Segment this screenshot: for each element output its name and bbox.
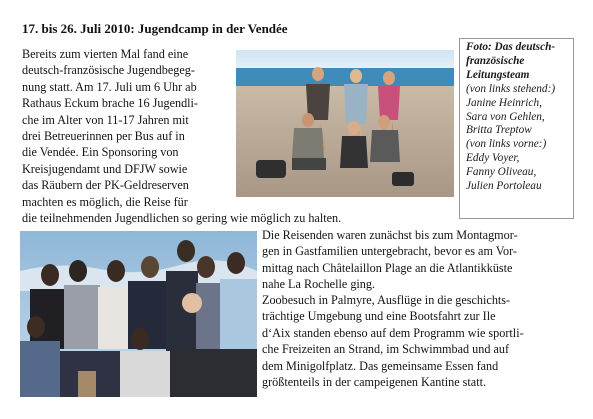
text-line: mittag nach Châtelaillon Plage an die Atlantikküste bbox=[262, 260, 513, 275]
text-line: Kreisjugendamt und DFJW sowie bbox=[22, 161, 188, 176]
group-photo bbox=[20, 231, 257, 397]
caption-line: Fanny Oliveau, bbox=[466, 166, 537, 179]
text-line: Zoobesuch in Palmyre, Ausflüge in die geschichts- bbox=[262, 293, 511, 307]
text-line: nung statt. Am 17. Juli um 6 Uhr ab bbox=[22, 79, 197, 94]
caption-line: Janine Heinrich, bbox=[466, 96, 542, 109]
text-line: deutsch-französische Jugendbegeg- bbox=[22, 63, 195, 78]
text-line: Bereits zum vierten Mal fand eine bbox=[22, 47, 189, 61]
article-title: 17. bis 26. Juli 2010: Jugendcamp in der Vendée bbox=[22, 21, 288, 36]
text-line: machten es möglich, die Reise für bbox=[22, 194, 188, 209]
caption-title-line: französische bbox=[466, 54, 525, 67]
text-line: Rathaus Eckum brache 16 Jugendli- bbox=[22, 96, 198, 111]
text-line: drei Betreuerinnen per Bus auf in bbox=[22, 129, 185, 144]
text-line: Die Reisenden waren zunächst bis zum Montagmor- bbox=[262, 228, 518, 242]
text-line: dem Minigolfplatz. Das gemeinsame Essen fand bbox=[262, 358, 499, 373]
caption-line: (von links vorne:) bbox=[466, 138, 547, 151]
paragraph-travel bbox=[262, 227, 518, 293]
caption-title-line: Leitungsteam bbox=[466, 68, 530, 81]
caption-line: Julien Portoleau bbox=[466, 180, 542, 193]
text-line: trächtige Umgebung und eine Bootsfahrt zur Ile bbox=[262, 309, 496, 324]
text-line: das Räubern der PK-Geldreserven bbox=[22, 178, 189, 193]
caption-title-line: Foto: Das deutsch- bbox=[466, 41, 556, 53]
text-line: größtenteils in der campeigenen Kantine statt. bbox=[262, 375, 487, 390]
text-line: nahe La Rochelle ging. bbox=[262, 277, 376, 292]
text-line: che Freizeiten an Strand, im Schwimmbad und auf bbox=[262, 342, 510, 357]
text-line: die Vendée. Ein Sponsoring von bbox=[22, 145, 179, 160]
caption-line: Britta Treptow bbox=[466, 124, 532, 137]
caption-line: Eddy Voyer, bbox=[466, 152, 520, 165]
text-line: che im Alter von 11-17 Jahren mit bbox=[22, 112, 189, 127]
leadership-team-photo bbox=[236, 50, 454, 197]
caption-line: (von links stehend:) bbox=[466, 82, 556, 95]
caption-line: Sara von Gehlen, bbox=[466, 110, 545, 123]
paragraph-program bbox=[262, 292, 524, 390]
text-line: gen in Gastfamilien untergebracht, bevor es am Vor- bbox=[262, 244, 517, 259]
photo-caption bbox=[459, 38, 574, 219]
text-line: die teilnehmenden Jugendlichen so gering wie möglich zu halten. bbox=[22, 211, 342, 226]
text-line: d‘Aix standen ebenso auf dem Programm wie sportli- bbox=[262, 325, 524, 340]
